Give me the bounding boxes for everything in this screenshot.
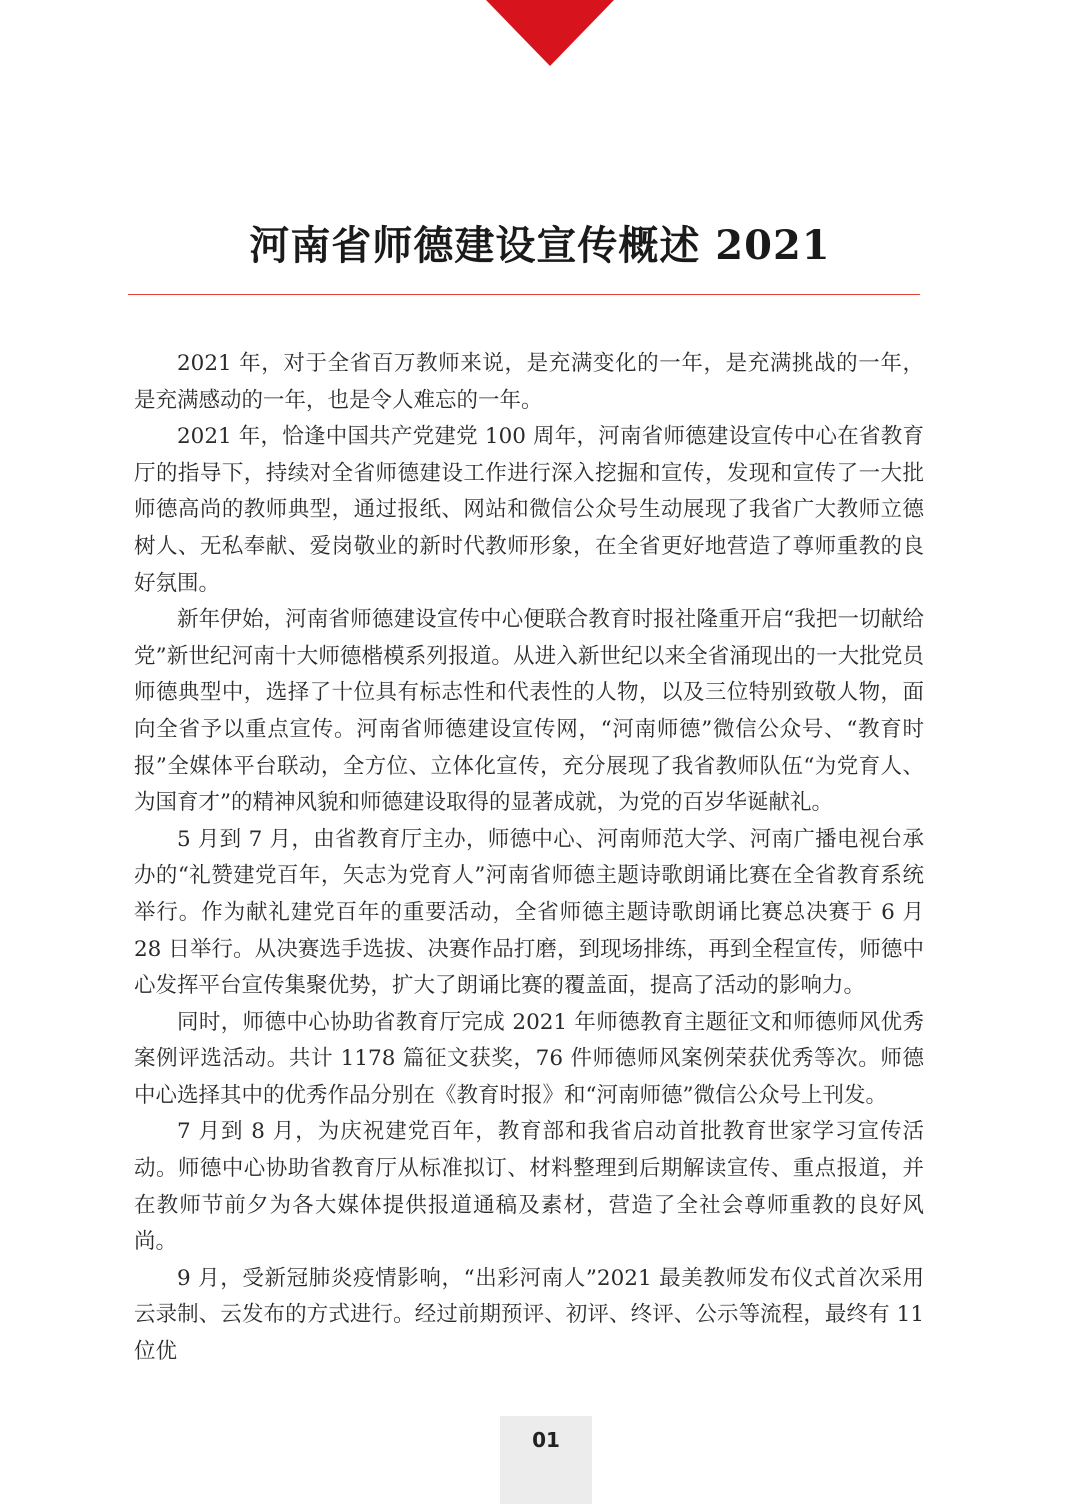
article-body xyxy=(134,346,924,1371)
paragraph-6: 7 月到 8 月，为庆祝建党百年，教育部和我省启动首批教育世家学习宣传活动。师德中心协助省教育厅从标准拟订、材料整理到后期解读宣传、重点报道，并在教师节前夕为各大媒体提供报道通稿及素材，营造了全社会尊师重教的良好风尚。 xyxy=(134,1119,924,1255)
title-divider xyxy=(128,294,920,295)
paragraph-7: 9 月，受新冠肺炎疫情影响，“出彩河南人”2021 最美教师发布仪式首次采用云录制、云发布的方式进行。经过前期预评、初评、终评、公示等流程，最终有 11 位优 xyxy=(134,1265,924,1365)
paragraph-1: 2021 年，对于全省百万教师来说，是充满变化的一年，是充满挑战的一年，是充满感动的一年，也是令人难忘的一年。 xyxy=(134,351,924,413)
paragraph-5: 同时，师德中心协助省教育厅完成 2021 年师德教育主题征文和师德师风优秀案例评选活动。共计 1178 篇征文获奖，76 件师德师风案例荣获优秀等次。师德中心选择其中的优秀作品分别在《教育时报》和“河南师德”微信公众号上刊发。 xyxy=(134,1009,924,1108)
page-title: 河南省师德建设宣传概述 2021 xyxy=(249,222,831,269)
page-number: 01 xyxy=(532,1428,560,1452)
paragraph-3: 新年伊始，河南省师德建设宣传中心便联合教育时报社隆重开启“我把一切献给党”新世纪河南十大师德楷模系列报道。从进入新世纪以来全省涌现出的一大批党员师德典型中，选择了十位具有标志性和代表性的人物，以及三位特别致敬人物，面向全省予以重点宣传。河南省师德建设宣传网，“河南师德”微信公众号、“教育时报”全媒体平台联动，全方位、立体化宣传，充分展现了我省教师队伍“为党育人、为国育才”的精神风貌和师德建设取得的显著成就，为党的百岁华诞献礼。 xyxy=(134,607,924,816)
top-triangle-marker xyxy=(486,0,614,66)
paragraph-4: 5 月到 7 月，由省教育厅主办，师德中心、河南师范大学、河南广播电视台承办的“礼赞建党百年，矢志为党育人”河南省师德主题诗歌朗诵比赛在全省教育系统举行。作为献礼建党百年的重要活动，全省师德主题诗歌朗诵比赛总决赛于 6 月 28 日举行。从决赛选手选拔、决赛作品打磨，到现场排练，再到全程宣传，师德中心发挥平台宣传集聚优势，扩大了朗诵比赛的覆盖面，提高了活动的影响力。 xyxy=(134,826,924,999)
page-number-box xyxy=(500,1416,592,1504)
paragraph-2: 2021 年，恰逢中国共产党建党 100 周年，河南省师德建设宣传中心在省教育厅的指导下，持续对全省师德建设工作进行深入挖掘和宣传，发现和宣传了一大批师德高尚的教师典型，通过报纸、网站和微信公众号生动展现了我省广大教师立德树人、无私奉献、爱岗敬业的新时代教师形象，在全省更好地营造了尊师重教的良好氛围。 xyxy=(134,424,924,596)
